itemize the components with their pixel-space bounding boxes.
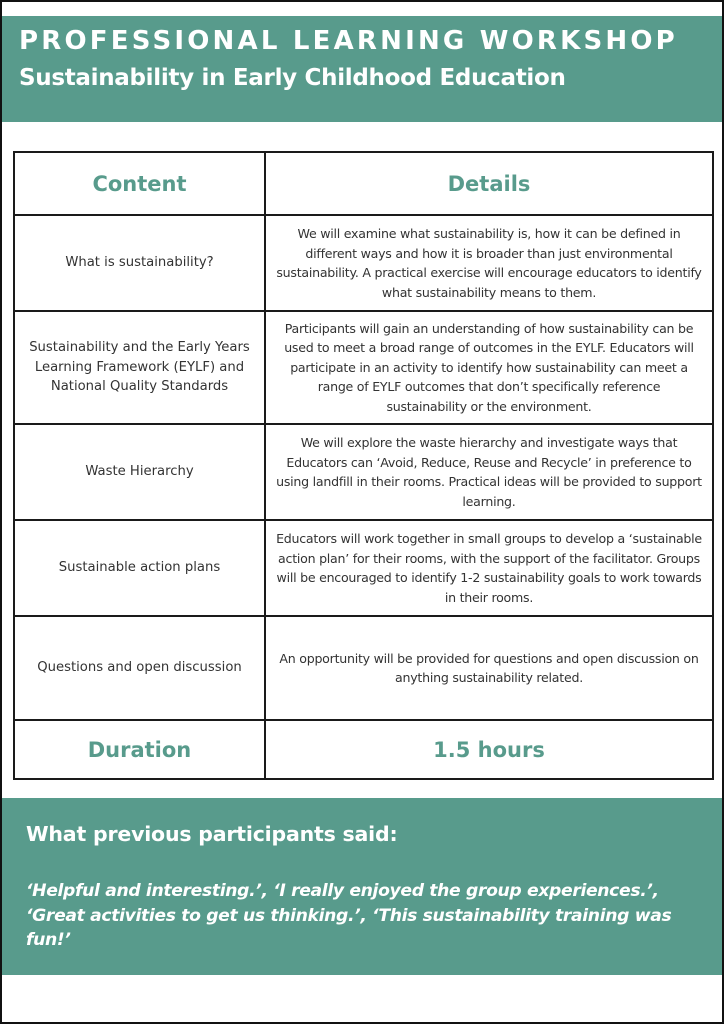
details-cell: An opportunity will be provided for questions and open discussion on anything sustainability related. [265, 616, 713, 720]
testimonials-quotes: ‘Helpful and interesting.’, ‘I really enjoyed the group experiences.’, ‘Great activities to get us thinking.’, ‘This sustainability training was fun!’ [26, 881, 672, 950]
duration-value: 1.5 hours [265, 720, 713, 779]
content-cell: What is sustainability? [14, 215, 265, 311]
details-cell: We will examine what sustainability is, how it can be defined in different ways and how it is broader than just environmental sustainability. A practical exercise will encourage educators to identify what sustainability means to them. [265, 215, 713, 311]
content-cell: Questions and open discussion [14, 616, 265, 720]
header-banner [2, 16, 722, 122]
content-cell: Sustainable action plans [14, 520, 265, 616]
page-title: PROFESSIONAL LEARNING WORKSHOP [19, 26, 678, 56]
details-cell: Educators will work together in small groups to develop a ‘sustainable action plan’ for their rooms, with the support of the facilitator. Groups will be encouraged to identify 1-2 sustainability goals to work towards in their rooms. [265, 520, 713, 616]
page-subtitle: Sustainability in Early Childhood Education [19, 65, 566, 91]
content-cell: Waste Hierarchy [14, 424, 265, 520]
testimonials-banner [2, 798, 722, 975]
table-row [14, 424, 713, 520]
content-cell: Sustainability and the Early Years Learning Framework (EYLF) and National Quality Standards [14, 311, 265, 424]
details-cell: Participants will gain an understanding of how sustainability can be used to meet a broad range of outcomes in the EYLF. Educators will participate in an activity to identify how sustainability can meet a range of EYLF outcomes that don’t specifically reference sustainability or the environment. [265, 311, 713, 424]
testimonials-heading: What previous participants said: [26, 822, 398, 846]
table-row [14, 616, 713, 720]
duration-row [14, 720, 713, 779]
column-header-content: Content [14, 152, 265, 215]
table-row [14, 520, 713, 616]
table-header-row [14, 152, 713, 215]
table-row [14, 215, 713, 311]
table-row [14, 311, 713, 424]
details-cell: We will explore the waste hierarchy and investigate ways that Educators can ‘Avoid, Reduce, Reuse and Recycle’ in preference to using landfill in their rooms. Practical ideas will be provided to support learning. [265, 424, 713, 520]
workshop-table [13, 151, 714, 780]
duration-label: Duration [14, 720, 265, 779]
column-header-details: Details [265, 152, 713, 215]
